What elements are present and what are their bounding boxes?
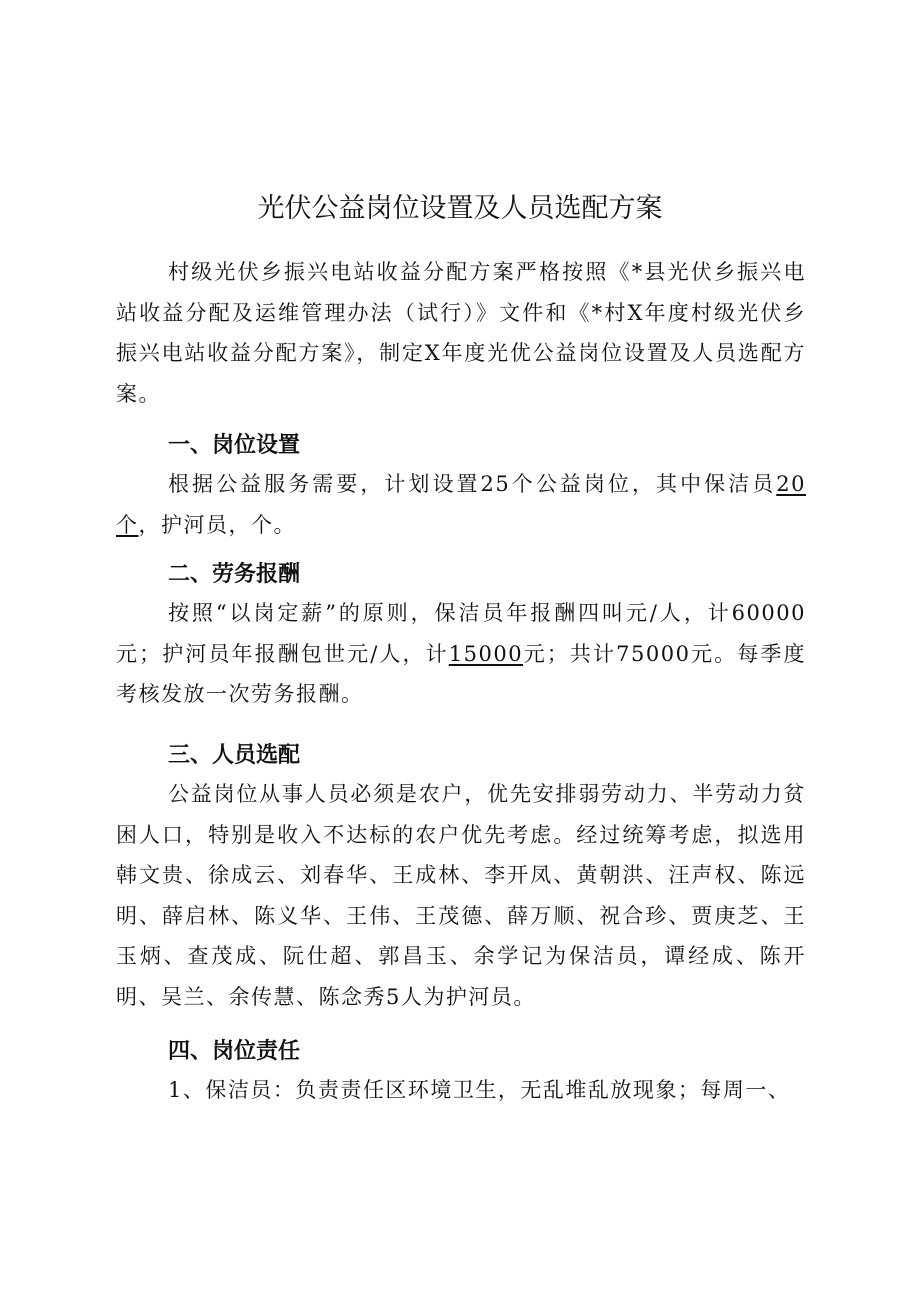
section-1-heading: 一、岗位设置 (168, 433, 301, 458)
section-3-heading: 三、人员选配 (168, 743, 301, 768)
section-1-underlined-count: 20个 (116, 472, 806, 537)
section-1-paragraph (116, 464, 806, 545)
section-4-heading: 四、岗位责任 (168, 1039, 301, 1064)
intro-paragraph: 村级光伏乡振兴电站收益分配方案严格按照《*县光伏乡振兴电站收益分配及运维管理办法（试行）》文件和《*村X年度村级光伏乡振兴电站收益分配方案》，制定X年度光优公益岗位设置及人员选配方案。 (116, 260, 806, 406)
document-title: 光伏公益岗位设置及人员选配方案 (257, 193, 663, 225)
section-2-text-a: 按照“以岗定薪”的原则，保洁员年报酬四叫元/人，计60000元；护河员年报酬包世元/人，计 (116, 601, 806, 666)
section-1-text-b: ，护河员，个。 (138, 512, 296, 537)
section-4-paragraph: 1、保洁员：负责责任区环境卫生，无乱堆乱放现象；每周一、 (168, 1078, 791, 1102)
section-2-text-b: 元；共计75000元。每季度考核发放一次劳务报酬。 (116, 641, 807, 707)
section-2-paragraph (116, 593, 806, 715)
section-3-paragraph: 公益岗位从事人员必须是农户，优先安排弱劳动力、半劳动力贫困人口，特别是收入不达标的农户优先考虑。经过统筹考虑，拟选用韩文贵、徐成云、刘春华、王成林、李开凤、黄朝洪、汪声权、陈远明、薛启林、陈义华、王伟、王茂德、薛万顺、祝合珍、贾庚芝、王玉炳、查茂成、阮仕超、郭昌玉、余学记为保洁员，谭经成、陈开明、吴兰、余传慧、陈念秀5人为护河员。 (116, 782, 806, 1009)
section-1-text-a: 根据公益服务需要，计划设置25个公益岗位，其中保洁员 (168, 472, 777, 496)
section-2-underlined-amount: 15000 (448, 641, 524, 666)
section-2-heading: 二、劳务报酬 (168, 562, 301, 587)
